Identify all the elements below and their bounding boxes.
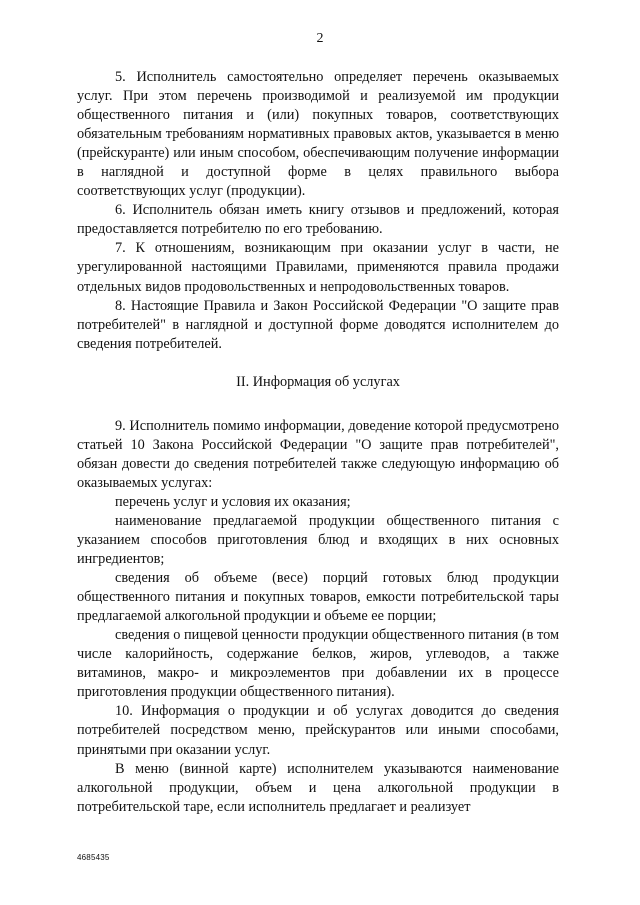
section-heading: II. Информация об услугах xyxy=(236,373,400,390)
list-item-portions: сведения об объеме (весе) порций готовых блюд продукции общественного питания и покупных товаров, емкости потребительской тары предлагаемой алкогольной продукции и объеме ее порции; xyxy=(77,570,559,625)
list-item-services: перечень услуг и условия их оказания; xyxy=(115,493,351,510)
paragraph-9: 9. Исполнитель помимо информации, доведение которой предусмотрено статьей 10 Закона Российской Федерации "О защите прав потребителей", обязан довести до сведения потребителей также следующую информацию об оказываемых услугах: xyxy=(77,417,559,491)
page-number: 2 xyxy=(316,31,324,46)
paragraph-5: 5. Исполнитель самостоятельно определяет перечень оказываемых услуг. При этом перечень производимой и реализуемой им продукции общественного питания и (или) покупных товаров, соответствующих обязательным требованиям нормативных правовых актов, указывается в меню (прейскуранте) или иным способом, обеспечивающим получение информации в наглядной и доступной форме в целях правильного выбора соответствующих услуг (продукции). xyxy=(77,69,559,200)
paragraph-wine-menu: В меню (винной карте) исполнителем указываются наименование алкогольной продукции, объем и цена алкогольной продукции в потребительской таре, если исполнитель предлагает и реализует xyxy=(77,760,559,815)
paragraph-8: 8. Настоящие Правила и Закон Российской Федерации "О защите прав потребителей" в наглядной и доступной форме доводятся исполнителем до сведения потребителей. xyxy=(77,297,559,352)
document-body xyxy=(77,68,559,817)
paragraph-6: 6. Исполнитель обязан иметь книгу отзывов и предложений, которая предоставляется потребителю по его требованию. xyxy=(77,202,559,238)
paragraph-10: 10. Информация о продукции и об услугах доводится до сведения потребителей посредством меню, прейскурантов или иными способами, принятыми при оказании услуг. xyxy=(77,703,559,758)
document-code: 4685435 xyxy=(77,853,110,862)
paragraph-7: 7. К отношениям, возникающим при оказании услуг в части, не урегулированной настоящими Правилами, применяются правила продажи отдельных видов продовольственных и непродовольственных товаров. xyxy=(77,240,559,295)
list-item-nutrition: сведения о пищевой ценности продукции общественного питания (в том числе калорийность, содержание белков, жиров, углеводов, а также витаминов, макро- и микроэлементов при добавлении их в процессе приготовления продукции общественного питания). xyxy=(77,627,559,701)
list-item-products: наименование предлагаемой продукции общественного питания с указанием способов приготовления блюд и входящих в них основных ингредиентов; xyxy=(77,512,559,568)
